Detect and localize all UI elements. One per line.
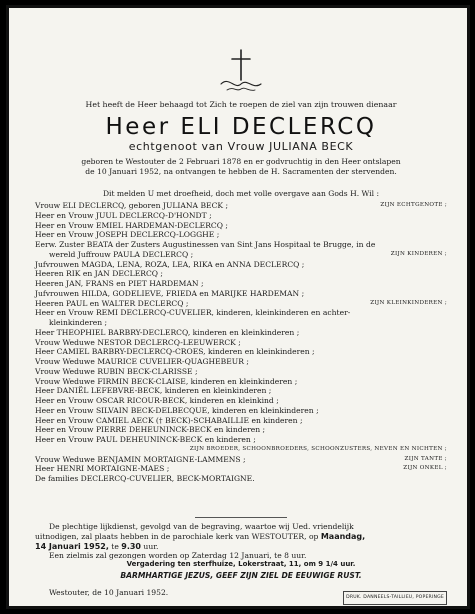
birth-line-2: de 10 Januari 1952, na ontvangen te hebben de H. Sacramenten der stervenden.: [85, 166, 397, 176]
spouse-line: echtgenoot van Vrouw JULIANA BECK: [128, 140, 354, 153]
relation-label: ZIJN ONKEL ;: [403, 465, 447, 472]
mourner-text: Heer en Vrouw CAMIEL AECK († BECK)-SCHABAILLIE en kinderen ;: [35, 415, 303, 425]
mourner-text: Heer en Vrouw EMIEL HARDEMAN-DECLERCQ ;: [35, 220, 228, 230]
mourner-line: [35, 338, 447, 348]
mourner-line: [35, 260, 447, 270]
mourner-line: [35, 357, 447, 367]
mourner-line: [35, 299, 447, 309]
announcement-text: Dit melden U met droefheid, doch met volle overgave aan Gods H. Wil :: [102, 189, 380, 198]
mourner-text: Heer en Vrouw OSCAR RICOUR-BECK, kinderen en kleinkind ;: [35, 396, 279, 405]
mourner-text: Heer THEOPHIEL BARBRY-DECLERCQ, kinderen en kleinkinderen ;: [35, 327, 300, 337]
relation-label: ZIJN KLEINKINDEREN ;: [370, 299, 447, 306]
mourner-line: [35, 279, 447, 289]
mourner-text: Heer en Vrouw JOSEPH DECLERCQ-LOGGHE ;: [35, 230, 220, 240]
intro-text: Het heeft de Heer behaagd tot Zich te roepen de ziel van zijn trouwen dienaar: [85, 100, 397, 109]
ceremony-line-4: Een zielmis zal gezongen worden op Zaterdag 12 Januari, te 8 uur.: [49, 551, 307, 561]
gathering-notice: Vergadering ten sterfhuize, Lokerstraat, 11, om 9 1/4 uur.: [126, 560, 356, 568]
mourner-line: [35, 328, 447, 338]
mourner-text-cont: kleinkinderen ;: [49, 317, 108, 327]
mourner-line: [35, 425, 447, 435]
deceased-name: Heer ELI DECLERCQ: [105, 114, 377, 140]
mourner-line: [35, 386, 447, 396]
mourner-text: Heeren PAUL en WALTER DECLERCQ ;: [35, 298, 189, 308]
mourner-line: [35, 308, 447, 328]
mourner-text: Heer en Vrouw PIERRE DEHEUNINCK-BECK en kinderen ;: [35, 425, 266, 435]
mourner-text: Heer HENRI MORTAIGNE-MAES ;: [35, 464, 170, 474]
ceremony-day: Maandag,: [320, 531, 366, 541]
prayer-motto: BARMHARTIGE JEZUS, GEEF ZIJN ZIEL DE EEUWIGE RUST.: [120, 571, 362, 580]
mourner-text: Heeren JAN, FRANS en PIET HARDEMAN ;: [35, 279, 204, 288]
mourner-text: Vrouw Weduwe RUBIN BECK-CLARISSE ;: [35, 366, 198, 376]
mourner-line: [35, 377, 447, 387]
birth-line-1: geboren te Westouter de 2 Februari 1878 en er godvruchtig in den Heer ontslapen: [81, 157, 401, 166]
mourner-line: [35, 240, 447, 260]
cross-ornament-icon: [211, 46, 271, 96]
mourner-line: [35, 347, 447, 357]
mourner-line: [35, 455, 447, 465]
mourner-text: Heer DANIËL LEFEBVRE-BECK, kinderen en kleinkinderen ;: [35, 386, 272, 396]
mourner-line: [35, 396, 447, 406]
mourner-text: Heer CAMIEL BARBRY-DECLERCQ-CROES, kinderen en kleinkinderen ;: [35, 347, 315, 357]
memorial-card: [6, 5, 470, 609]
mourner-text: Vrouw Weduwe MAURICE CUVELIER-QUAGHEBEUR ;: [35, 357, 249, 366]
mourner-text: Heer en Vrouw SILVAIN BECK-DELBECQUE, kinderen en kleinkinderen ;: [35, 405, 319, 415]
ceremony-time: 9.30: [121, 541, 141, 551]
ceremony-line-3: [35, 542, 447, 552]
mourner-text: Vrouw Weduwe BENJAMIN MORTAIGNE-LAMMENS ;: [35, 454, 246, 464]
mourner-text: Jufvrouwen HILDA, GODELIEVE, FRIEDA en MARIJKE HARDEMAN ;: [35, 288, 305, 298]
mourner-line: [35, 201, 447, 211]
mourners-list: [35, 201, 447, 484]
mourner-line: [35, 289, 447, 299]
birth-death-text: [35, 157, 447, 176]
collective-relation-label: ZIJN BROEDER, SCHOONBROEDERS, SCHOONZUSTERS, NEVEN EN NICHTEN ;: [189, 445, 447, 452]
mourner-line: [35, 416, 447, 426]
mourner-line: [35, 435, 447, 445]
mourner-text: De families DECLERCQ-CUVELIER, BECK-MORTAIGNE.: [35, 474, 255, 483]
mourner-text-cont: wereld Juffrouw PAULA DECLERCQ ;: [49, 249, 194, 259]
mourner-text: Vrouw ELI DECLERCQ, geboren JULIANA BECK ;: [35, 201, 229, 210]
mourner-line: [35, 269, 447, 279]
mourner-text: Eerw. Zuster BEATA der Zusters Augustinessen van Sint Jans Hospitaal te Brugge, in de: [35, 240, 376, 249]
divider: [195, 517, 287, 518]
mourner-text: Jufvrouwen MAGDA, LENA, ROZA, LEA, RIKA en ANNA DECLERCQ ;: [35, 259, 305, 269]
ceremony-text-part: te: [111, 541, 119, 551]
ceremony-text: [35, 522, 447, 561]
relation-label: ZIJN TANTE ;: [404, 455, 447, 462]
mourner-line: [35, 230, 447, 240]
mourner-text: Heer en Vrouw REMI DECLERCQ-CUVELIER, kinderen, kleinkinderen en achter-: [35, 308, 351, 318]
printer-mark: DRUK. DANNEELS-TAILLIEU, POPERINGE: [343, 591, 447, 605]
mourner-line: [35, 211, 447, 221]
relation-label: ZIJN ECHTGENOTE ;: [380, 202, 447, 208]
mourner-line: [35, 221, 447, 231]
ceremony-line-2: [35, 532, 447, 542]
mourner-line: [35, 464, 447, 474]
mourner-text: Heeren RIK en JAN DECLERCQ ;: [35, 269, 163, 279]
dateline: Westouter, de 10 Januari 1952.: [49, 588, 169, 597]
mourner-text: Heer en Vrouw PAUL DEHEUNINCK-BECK en kinderen ;: [35, 435, 256, 444]
mourner-text: Vrouw Weduwe FIRMIN BECK-CLAISE, kinderen en kleinkinderen ;: [35, 376, 298, 386]
mourner-line: [35, 474, 447, 484]
ceremony-line-1: De plechtige lijkdienst, gevolgd van de begraving, waartoe wij Ued. vriendelijk: [49, 522, 354, 531]
mourner-line: [35, 406, 447, 416]
ceremony-text-part: uitnodigen, zal plaats hebben in de parochiale kerk van WESTOUTER, op: [35, 531, 319, 541]
ceremony-date: 14 Januari 1952,: [35, 541, 109, 551]
relation-label: ZIJN KINDEREN ;: [390, 250, 447, 257]
mourner-text: Vrouw Weduwe NESTOR DECLERCQ-LEEUWERCK ;: [35, 337, 241, 347]
mourner-text: Heer en Vrouw JUUL DECLERCQ-D'HONDT ;: [35, 210, 212, 220]
mourner-line: [35, 367, 447, 377]
ceremony-text-part: uur.: [143, 541, 159, 551]
